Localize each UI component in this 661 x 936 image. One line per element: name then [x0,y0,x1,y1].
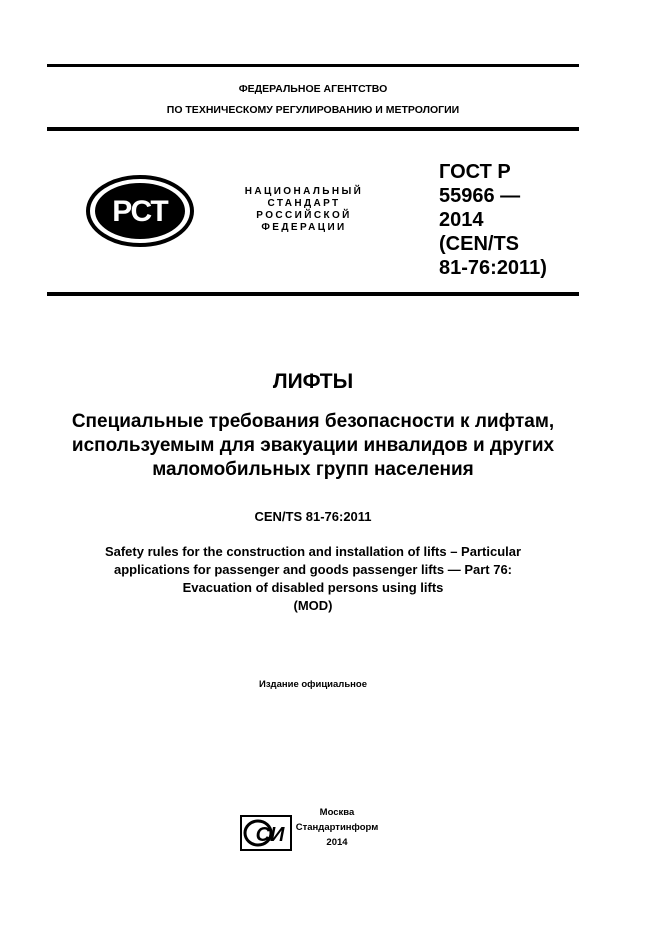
subtitle-line-2: используемым для эвакуации инвалидов и других [71,435,555,456]
cen-reference: CEN/TS 81-76:2011 [254,509,372,524]
agency-line-1: ФЕДЕРАЛЬНОЕ АГЕНТСТВО [238,83,388,95]
standard-label-line-2: СТАНДАРТ [267,198,341,209]
designation-line-5: 81-76:2011) [439,257,547,279]
standard-label-line-1: НАЦИОНАЛЬНЫЙ [244,186,364,197]
english-title-line-3: Evacuation of disabled persons using lifts [182,580,444,595]
designation-line-3: 2014 [439,209,484,231]
designation-line-1: ГОСТ Р [439,161,511,183]
subtitle-line-3: маломобильных групп населения [152,459,474,480]
publisher-year: 2014 [326,837,348,848]
edition-note: Издание официальное [259,679,367,690]
designation-line-2: 55966 — [439,185,521,207]
header-rule [47,127,579,131]
agency-header [47,79,579,121]
national-standard-label [226,186,382,234]
subtitle-line-1: Специальные требования безопасности к лифтам, [71,411,555,432]
top-rule [47,64,579,67]
publisher-name: Стандартинформ [295,822,379,833]
designation-line-4: (CEN/TS [439,233,519,255]
standartinform-logo-icon [240,815,292,851]
english-title-line-1: Safety rules for the construction and installation of lifts – Particular [104,544,522,559]
svg-text:РСТ: РСТ [112,195,168,228]
document-subtitle [40,410,586,482]
standard-label-line-4: ФЕДЕРАЦИИ [261,222,347,233]
publisher-city: Москва [319,807,355,818]
agency-line-2: ПО ТЕХНИЧЕСКОМУ РЕГУЛИРОВАНИЮ И МЕТРОЛОГИИ [166,104,460,116]
standard-designation [439,160,579,280]
english-title-line-4: (MOD) [293,598,333,613]
svg-text:СИ: СИ [255,824,285,846]
designation-rule [47,292,579,296]
document-title: ЛИФТЫ [272,370,354,393]
english-title-line-2: applications for passenger and goods passenger lifts — Part 76: [113,562,513,577]
english-title [30,543,596,615]
publisher-imprint [292,805,382,850]
standard-label-line-3: РОССИЙСКОЙ [256,210,352,221]
gost-r-logo-icon [86,175,194,247]
